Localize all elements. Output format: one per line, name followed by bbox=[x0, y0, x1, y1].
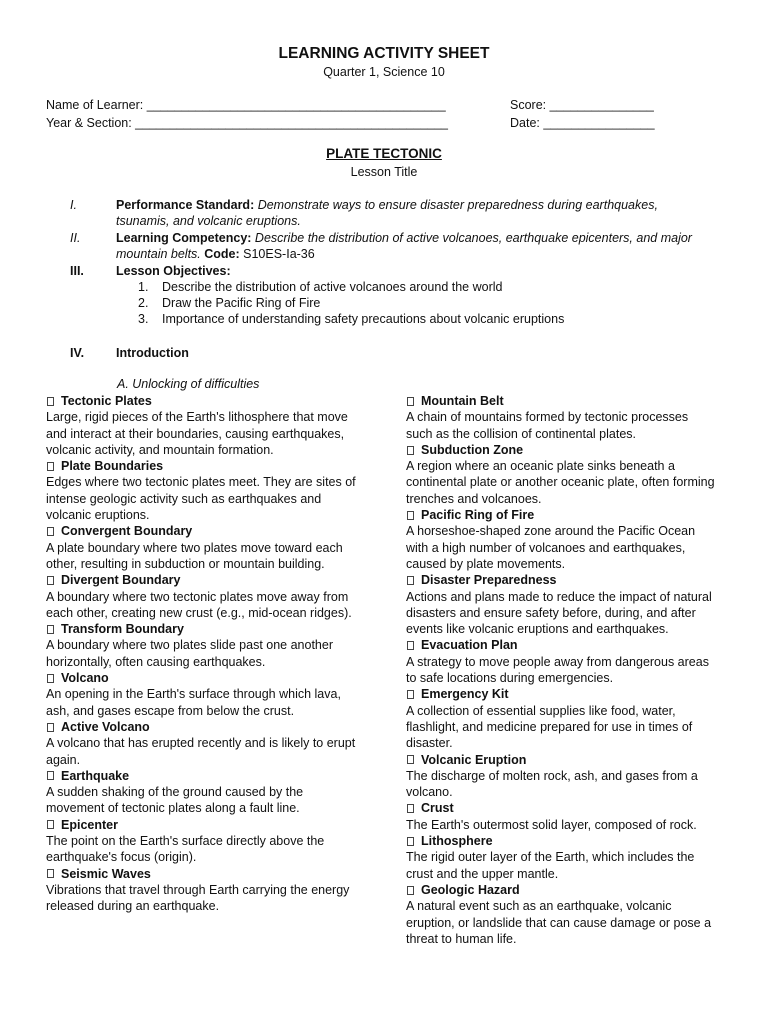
glossary-definition: A region where an oceanic plate sinks beneath a continental plate or another oceanic plate, often forming trenches and volcanoes. bbox=[406, 459, 715, 506]
glossary-term bbox=[406, 572, 716, 588]
glossary-term bbox=[406, 637, 716, 653]
glossary-term-text: Pacific Ring of Fire bbox=[421, 508, 535, 523]
missing-glyph-box-icon bbox=[47, 771, 54, 780]
date-field[interactable]: Date: ________________ bbox=[510, 116, 655, 130]
glossary-entry bbox=[406, 572, 716, 637]
glossary-definition: A boundary where two tectonic plates move away from each other, creating new crust (e.g., mid-ocean ridges). bbox=[46, 589, 352, 620]
section-number: IV. bbox=[70, 346, 85, 360]
objective-number: 3. bbox=[138, 312, 149, 326]
glossary-term bbox=[46, 670, 364, 686]
glossary-term-text: Seismic Waves bbox=[61, 866, 151, 881]
unlocking-difficulties-heading: A. Unlocking of difficulties bbox=[117, 377, 260, 391]
glossary-term bbox=[46, 768, 364, 784]
missing-glyph-box-icon bbox=[407, 690, 414, 699]
sheet-title: LEARNING ACTIVITY SHEET bbox=[278, 45, 490, 62]
performance-standard-value: Demonstrate ways to ensure disaster preparedness during earthquakes, tsunamis, and volcanic eruptions. bbox=[116, 198, 658, 229]
glossary-term-text: Volcano bbox=[61, 671, 109, 686]
glossary-term-text: Plate Boundaries bbox=[61, 459, 164, 474]
glossary-definition: A strategy to move people away from dangerous areas to safe locations during emergencies. bbox=[406, 654, 709, 686]
glossary-term bbox=[46, 523, 364, 539]
objective-text: Draw the Pacific Ring of Fire bbox=[162, 296, 321, 310]
missing-glyph-box-icon bbox=[47, 397, 54, 406]
glossary-term bbox=[406, 686, 716, 702]
section-number: I. bbox=[70, 198, 77, 212]
glossary-definition: A plate boundary where two plates move toward each other, resulting in subduction or mountain building. bbox=[46, 540, 343, 571]
glossary-definition: Vibrations that travel through Earth carrying the energy released during an earthquake. bbox=[46, 882, 350, 914]
glossary-term-text: Volcanic Eruption bbox=[421, 752, 527, 767]
glossary-definition: The rigid outer layer of the Earth, which includes the crust and the upper mantle. bbox=[406, 850, 695, 881]
missing-glyph-box-icon bbox=[47, 723, 54, 732]
glossary-term-text: Evacuation Plan bbox=[421, 638, 518, 653]
missing-glyph-box-icon bbox=[407, 397, 414, 406]
glossary-term-text: Active Volcano bbox=[61, 719, 150, 734]
glossary-definition: A volcano that has erupted recently and is likely to erupt again. bbox=[46, 736, 356, 767]
sheet-subtitle: Quarter 1, Science 10 bbox=[323, 65, 445, 79]
glossary-term-text: Epicenter bbox=[61, 817, 118, 832]
glossary-entry bbox=[46, 670, 364, 719]
glossary-definition: An opening in the Earth's surface through which lava, ash, and gases escape from below the crust. bbox=[46, 687, 341, 718]
lesson-title: PLATE TECTONIC bbox=[326, 146, 442, 161]
missing-glyph-box-icon bbox=[47, 820, 54, 829]
introduction-section bbox=[70, 345, 710, 363]
glossary-term-text: Geologic Hazard bbox=[421, 882, 520, 897]
glossary-entry bbox=[406, 752, 716, 801]
glossary-entry bbox=[46, 866, 364, 915]
lesson-title-caption: Lesson Title bbox=[350, 165, 418, 179]
glossary-entry bbox=[46, 719, 364, 768]
glossary-entry bbox=[406, 800, 716, 833]
glossary-definition: The point on the Earth's surface directly above the earthquake's focus (origin). bbox=[46, 834, 325, 865]
year-section-field[interactable]: Year & Section: _____________________________________________ bbox=[46, 116, 449, 130]
glossary-entry bbox=[406, 882, 716, 947]
missing-glyph-box-icon bbox=[47, 527, 54, 536]
glossary-term bbox=[46, 572, 364, 588]
glossary-term-text: Earthquake bbox=[61, 768, 130, 783]
glossary-right-column bbox=[406, 393, 716, 947]
glossary-definition: A horseshoe-shaped zone around the Pacific Ocean with a high number of volcanoes and earthquakes, caused by plate movements. bbox=[406, 524, 696, 571]
glossary-entry bbox=[406, 507, 716, 572]
glossary-entry bbox=[406, 686, 716, 751]
glossary-definition: A sudden shaking of the ground caused by the movement of tectonic plates along a fault line. bbox=[46, 785, 304, 816]
glossary-entry bbox=[46, 572, 364, 621]
glossary-entry bbox=[46, 768, 364, 817]
missing-glyph-box-icon bbox=[47, 674, 54, 683]
glossary-term bbox=[406, 442, 716, 458]
glossary-entry bbox=[406, 442, 716, 507]
score-field[interactable]: Score: _______________ bbox=[510, 98, 654, 112]
missing-glyph-box-icon bbox=[407, 837, 414, 846]
glossary-definition: Edges where two tectonic plates meet. They are sites of intense geologic activity such as earthquakes and volcanic eruptions. bbox=[46, 475, 356, 523]
missing-glyph-box-icon bbox=[407, 641, 414, 650]
glossary-entry bbox=[46, 621, 364, 670]
learning-competency-label: Learning Competency: bbox=[116, 231, 252, 245]
glossary-entry bbox=[406, 393, 716, 442]
glossary-term bbox=[406, 752, 716, 768]
glossary-term-text: Subduction Zone bbox=[421, 442, 524, 457]
glossary-term bbox=[406, 393, 716, 409]
missing-glyph-box-icon bbox=[407, 804, 414, 813]
glossary-term-text: Convergent Boundary bbox=[61, 524, 193, 539]
glossary-definition: A natural event such as an earthquake, volcanic eruption, or landslide that can cause damage or pose a threat to human life. bbox=[406, 899, 712, 946]
missing-glyph-box-icon bbox=[47, 462, 54, 471]
glossary-term bbox=[46, 719, 364, 735]
glossary-term-text: Crust bbox=[421, 801, 454, 816]
glossary-term-text: Lithosphere bbox=[421, 834, 493, 849]
objective-text: Describe the distribution of active volcanoes around the world bbox=[162, 280, 503, 294]
glossary-entry bbox=[46, 458, 364, 523]
glossary-term bbox=[46, 866, 364, 882]
glossary-term-text: Disaster Preparedness bbox=[421, 573, 557, 588]
objective-number: 1. bbox=[138, 280, 149, 294]
glossary-term bbox=[406, 507, 716, 523]
glossary-left-column bbox=[46, 393, 364, 915]
learning-competency-section bbox=[70, 230, 710, 264]
glossary-term bbox=[406, 800, 716, 816]
learning-competency-value: Describe the distribution of active volcanoes, earthquake epicenters, and major mountain belts. bbox=[116, 231, 692, 262]
glossary-term bbox=[46, 393, 364, 409]
objective-number: 2. bbox=[138, 296, 149, 310]
glossary-entry bbox=[406, 637, 716, 686]
objective-text: Importance of understanding safety precautions about volcanic eruptions bbox=[162, 312, 565, 326]
glossary-definition: The Earth's outermost solid layer, composed of rock. bbox=[406, 817, 697, 832]
lesson-objectives-label: Lesson Objectives: bbox=[116, 264, 231, 278]
glossary-term-text: Emergency Kit bbox=[421, 687, 509, 702]
glossary-definition: A chain of mountains formed by tectonic processes such as the collision of continental plates. bbox=[406, 410, 689, 441]
name-of-learner-field[interactable]: Name of Learner: ___________________________________________ bbox=[46, 98, 446, 112]
missing-glyph-box-icon bbox=[407, 755, 414, 764]
glossary-term bbox=[46, 817, 364, 833]
glossary-definition: Actions and plans made to reduce the impact of natural disasters and ensure safety before, during, and after events like volcanic eruptions and earthquakes. bbox=[406, 589, 712, 637]
glossary-term-text: Divergent Boundary bbox=[61, 573, 181, 588]
section-number: III. bbox=[70, 264, 84, 278]
glossary-term-text: Tectonic Plates bbox=[61, 394, 152, 408]
performance-standard-label: Performance Standard: bbox=[116, 198, 255, 212]
performance-standard-text bbox=[116, 197, 710, 230]
code-label: Code: bbox=[200, 247, 240, 262]
glossary-definition: The discharge of molten rock, ash, and gases from a volcano. bbox=[406, 768, 698, 800]
glossary-term bbox=[406, 882, 716, 898]
introduction-label: Introduction bbox=[116, 346, 189, 360]
glossary-term bbox=[406, 833, 716, 849]
missing-glyph-box-icon bbox=[47, 625, 54, 634]
missing-glyph-box-icon bbox=[407, 576, 414, 585]
learning-competency-text bbox=[116, 230, 710, 263]
glossary-term-text: Transform Boundary bbox=[61, 622, 184, 637]
glossary-term bbox=[46, 458, 364, 474]
glossary-definition: Large, rigid pieces of the Earth's lithosphere that move and interact at their boundaries, causing earthquakes, volcanic activity, and mountain formation. bbox=[46, 410, 348, 457]
glossary-entry bbox=[46, 817, 364, 866]
glossary-entry bbox=[46, 523, 364, 572]
performance-standard-section bbox=[70, 197, 710, 231]
glossary-definition: A boundary where two plates slide past one another horizontally, often causing earthquakes. bbox=[46, 638, 333, 669]
section-number: II. bbox=[70, 231, 81, 245]
glossary-term-text: Mountain Belt bbox=[421, 394, 504, 408]
missing-glyph-box-icon bbox=[407, 446, 414, 455]
missing-glyph-box-icon bbox=[47, 576, 54, 585]
glossary-entry bbox=[46, 393, 364, 458]
missing-glyph-box-icon bbox=[407, 511, 414, 520]
code-value: S10ES-Ia-36 bbox=[239, 247, 315, 262]
missing-glyph-box-icon bbox=[47, 869, 54, 878]
missing-glyph-box-icon bbox=[407, 886, 414, 895]
glossary-term bbox=[46, 621, 364, 637]
glossary-definition: A collection of essential supplies like food, water, flashlight, and medicine prepared for use in times of disaster. bbox=[406, 703, 693, 751]
glossary-entry bbox=[406, 833, 716, 882]
